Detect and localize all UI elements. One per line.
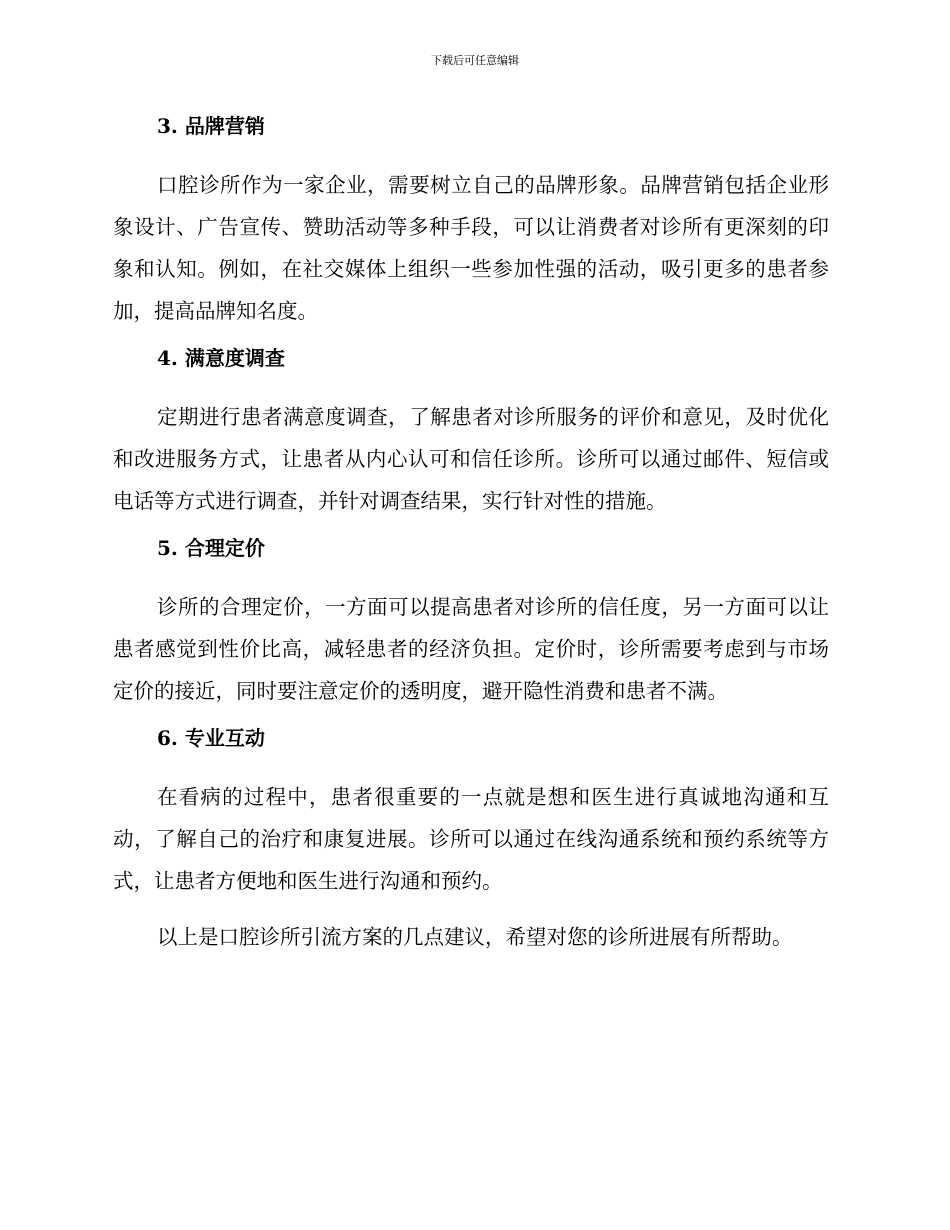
closing-paragraph: 以上是口腔诊所引流方案的几点建议，希望对您的诊所进展有所帮助。 [157, 925, 793, 949]
section-heading-brand-marketing: 3. 品牌营销 [157, 114, 265, 138]
section-heading-satisfaction-survey: 4. 满意度调查 [157, 346, 285, 370]
section-body-reasonable-pricing: 诊所的合理定价，一方面可以提高患者对诊所的信任度，另一方面可以让患者感觉到性价比高，减轻患者的经济负担。定价时，诊所需要考虑到与市场定价的接近，同时要注意定价的透明度，避开隐性消费和患者不满。 [113, 595, 829, 703]
section-body-brand-marketing: 口腔诊所作为一家企业，需要树立自己的品牌形象。品牌营销包括企业形象设计、广告宣传、赞助活动等多种手段，可以让消费者对诊所有更深刻的印象和认知。例如，在社交媒体上组织一些参加性强的活动，吸引更多的患者参加，提高品牌知名度。 [113, 173, 829, 323]
section-body-satisfaction-survey: 定期进行患者满意度调查，了解患者对诊所服务的评价和意见，及时优化和改进服务方式，让患者从内心认可和信任诊所。诊所可以通过邮件、短信或电话等方式进行调查，并针对调查结果，实行针对性的措施。 [113, 405, 829, 513]
section-heading-reasonable-pricing: 5. 合理定价 [157, 536, 265, 560]
page-header: 下载后可任意编辑 [431, 54, 519, 67]
section-heading-professional-interaction: 6. 专业互动 [157, 726, 265, 750]
section-body-professional-interaction: 在看病的过程中，患者很重要的一点就是想和医生进行真诚地沟通和互动，了解自己的治疗和康复进展。诊所可以通过在线沟通系统和预约系统等方式，让患者方便地和医生进行沟通和预约。 [113, 785, 829, 893]
document-body [113, 112, 829, 958]
